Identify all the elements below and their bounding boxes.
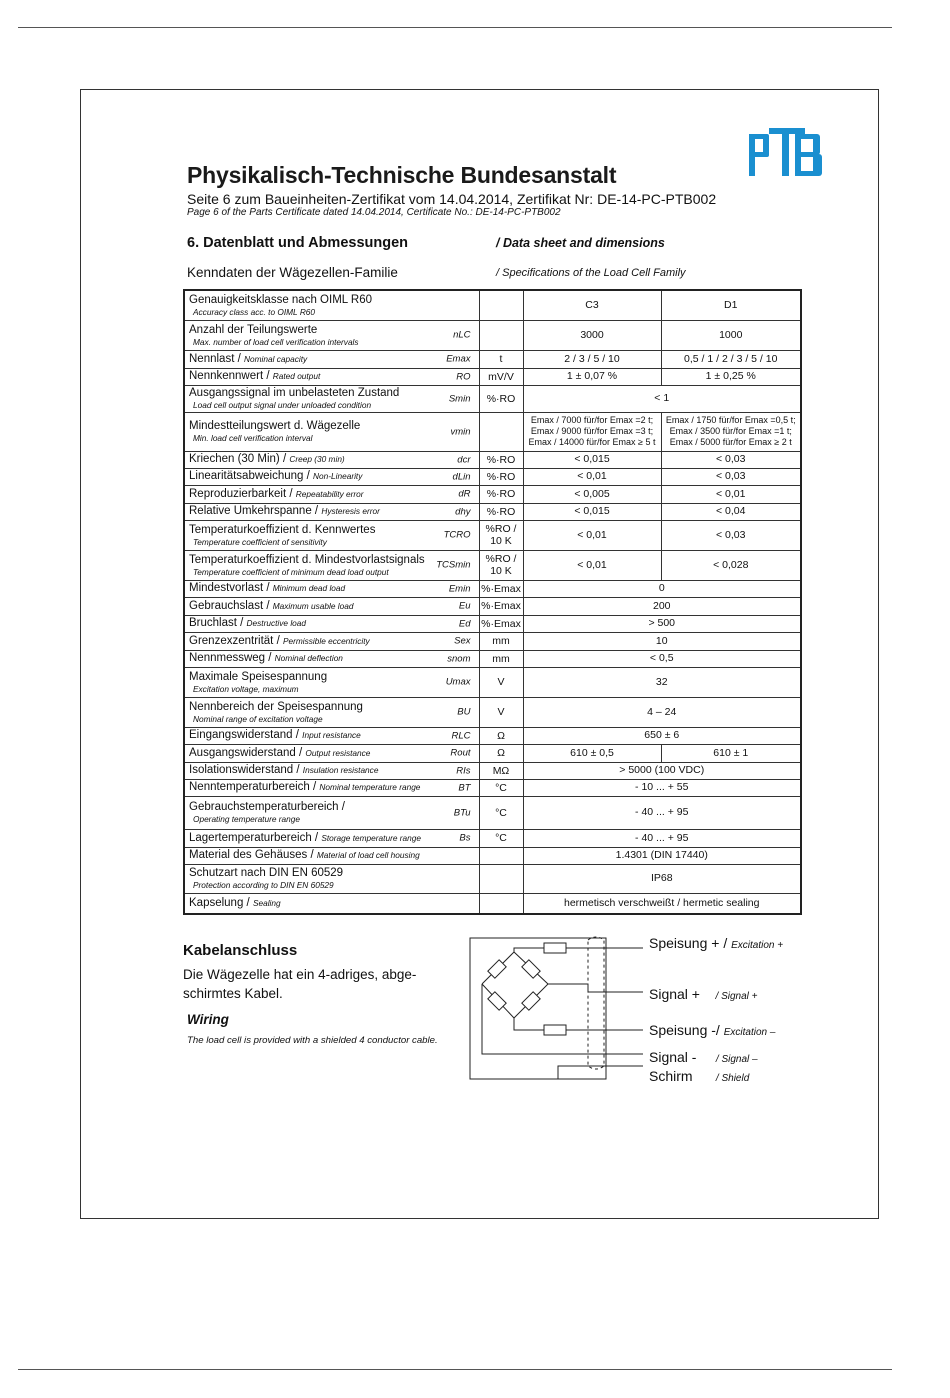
value-cell: - 40 ... + 95 [523,829,801,847]
bottom-rule [18,1369,892,1370]
unit-cell: t [479,350,523,368]
row-label [184,580,479,597]
unit-cell: Ω [479,727,523,744]
section-heading-de: 6. Datenblatt und Abmessungen [187,235,409,251]
row-label [184,762,479,779]
unit-cell [479,847,523,864]
value-d1: 1000 [661,320,801,350]
table-row [184,550,801,580]
value-cell: 0 [523,580,801,597]
value-d1: < 0,04 [661,503,801,520]
unit-cell [479,893,523,914]
label-de-text: Lagertemperaturbereich / [189,831,319,844]
table-row [184,580,801,597]
symbol: vmin [450,426,471,437]
wiring-heading-de: Kabelanschluss [183,942,298,959]
wiring-text-en: The load cell is provided with a shielded 4 conductor cable. [187,1035,438,1046]
value-line: Emax / 7000 für/for Emax =2 t; [530,415,654,425]
label-de [189,652,475,665]
value-cell: hermetisch verschweißt / hermetic sealing [523,893,801,914]
symbol: BU [457,706,471,718]
value-line: Emax / 14000 für/for Emax ≥ 5 t [528,437,656,447]
label-de-text: Grenzexzentrität / [189,634,280,647]
value-c3: C3 [523,290,661,320]
label-de-text: Eingangswiderstand / [189,729,299,741]
row-label [184,847,479,864]
table-row [184,350,801,368]
label-de-text: Relative Umkehrspanne / [189,505,319,517]
wire-label-de: Speisung + / [649,935,728,951]
unit-cell [479,864,523,893]
unit-cell: °C [479,779,523,796]
row-label [184,744,479,762]
symbol: Umax [445,676,471,688]
label-de [189,729,475,742]
table-row [184,485,801,503]
unit-cell: Ω [479,744,523,762]
wire-label-excitation-plus [649,935,783,951]
row-label [184,727,479,744]
wiring-bridge-diagram [468,930,643,1085]
value-c3: < 0,01 [523,550,661,580]
value-d1: < 0,03 [661,451,801,468]
unit-cell: %·Emax [479,580,523,597]
label-en: Temperature coefficient of minimum dead load output [193,566,389,577]
label-de-text: Ausgangssignal im unbelasteten Zustand [189,387,400,399]
unit-cell: mm [479,632,523,650]
table-row [184,368,801,385]
table-row [184,667,801,697]
label-de-text: Gebrauchstemperaturbereich / [189,801,345,813]
row-label [184,385,479,412]
table-row [184,520,801,550]
value-d1: < 0,03 [661,468,801,485]
label-en-inline: Nominal temperature range [319,782,421,792]
table-row [184,847,801,864]
table-row [184,385,801,412]
wire-label-excitation-minus [649,1022,775,1038]
label-de-text: Gebrauchslast / [189,599,270,612]
label-de [189,671,475,684]
unit-line: %RO / [485,523,517,535]
row-label [184,615,479,632]
label-en: Protection according to DIN EN 60529 [193,880,334,890]
unit-cell: mm [479,650,523,667]
symbol: BT [458,782,471,793]
value-c3: < 0,015 [523,451,661,468]
table-row [184,320,801,350]
label-en: Temperature coefficient of sensitivity [193,536,327,547]
table-row [184,632,801,650]
value-c3: 610 ± 0,5 [523,744,661,762]
label-de [189,832,475,845]
label-en: Accuracy class acc. to OIML R60 [193,306,316,317]
label-de-text: Reproduzierbarkeit / [189,487,293,500]
wire-label-shield [649,1068,749,1084]
unit-cell: %·Emax [479,597,523,615]
label-de [189,701,475,714]
label-en-inline: Destructive load [246,618,307,628]
value-c3: < 0,015 [523,503,661,520]
unit-cell: MΩ [479,762,523,779]
label-en-inline: Minimum dead load [272,583,346,593]
label-de [189,897,475,910]
row-label [184,779,479,796]
certificate-subtitle-en: Page 6 of the Parts Certificate dated 14.04.2014, Certificate No.: DE-14-PC-PTB002 [187,207,561,218]
label-en-inline: Sealing [252,897,281,908]
label-en-inline: Maximum usable load [272,600,354,611]
label-de [189,747,475,760]
wire-label-signal-plus [649,986,758,1002]
label-de-text: Material des Gehäuses / [189,849,314,861]
label-en-inline: Permissible eccentricity [282,635,370,646]
value-c3: < 0,01 [523,468,661,485]
value-cell: < 0,5 [523,650,801,667]
label-de-text: Anzahl der Teilungswerte [189,323,318,336]
wire-label-de: Signal - [649,1049,697,1065]
table-row [184,412,801,451]
row-label [184,451,479,468]
label-en: Max. number of load cell verification intervals [193,336,359,347]
row-label [184,893,479,914]
unit-cell: mV/V [479,368,523,385]
table-row [184,829,801,847]
unit-cell [479,550,523,580]
symbol: dhy [455,506,471,517]
symbol: RO [456,371,471,382]
value-cell: 650 ± 6 [523,727,801,744]
symbol: Rout [450,747,471,759]
unit-cell [479,290,523,320]
symbol: BTu [453,807,471,818]
top-rule [18,27,892,28]
certificate-subtitle: Seite 6 zum Baueinheiten-Zertifikat vom 14.04.2014, Zertifikat Nr: DE-14-PC-PTB002 [187,191,717,207]
symbol: Emin [448,583,471,594]
symbol: dcr [457,454,471,465]
unit-line: %RO / [485,553,517,565]
symbol: Sex [454,635,471,647]
unit-cell: %·RO [479,503,523,520]
label-de-text: Nennbereich der Speisespannung [189,700,363,713]
label-de-text: Ausgangswiderstand / [189,746,303,759]
table-row [184,893,801,914]
table-row [184,762,801,779]
section-heading-en: / Data sheet and dimensions [496,236,665,250]
unit-line: 10 K [490,565,512,577]
row-label [184,829,479,847]
unit-line: 10 K [490,535,512,547]
value-cell: < 1 [523,385,801,412]
row-label [184,368,479,385]
label-de [189,635,475,648]
row-label [184,468,479,485]
table-row [184,468,801,485]
label-en-inline: Repeatability error [295,488,364,499]
label-de-text: Isolationswiderstand / [189,764,300,776]
unit-cell: °C [479,829,523,847]
row-label [184,650,479,667]
symbol: Smin [448,393,471,404]
wire-label-en: / Shield [715,1073,750,1084]
row-label [184,412,479,451]
label-en-inline: Rated output [272,371,321,381]
value-line: Emax / 3500 für/for Emax =1 t; [669,426,792,436]
table-row [184,290,801,320]
table-row [184,796,801,829]
value-cell: - 10 ... + 55 [523,779,801,796]
label-de-text: Nennlast / [189,352,241,365]
symbol: nLC [453,329,471,341]
row-label [184,320,479,350]
unit-cell: °C [479,796,523,829]
value-cell: - 40 ... + 95 [523,796,801,829]
unit-cell: %·RO [479,385,523,412]
value-cell: > 500 [523,615,801,632]
label-en-inline: Storage temperature range [321,832,421,843]
value-c3: < 0,01 [523,520,661,550]
label-de [189,849,475,862]
spec-heading-en: / Specifications of the Load Cell Family [496,267,686,279]
label-de [189,600,475,613]
row-label [184,796,479,829]
label-en-inline: Output resistance [305,747,371,758]
value-line: Emax / 1750 für/for Emax =0,5 t; [665,415,796,425]
row-label [184,597,479,615]
wire-label-signal-minus [649,1049,758,1065]
label-de [189,488,475,501]
unit-cell [479,320,523,350]
label-de-text: Nennmessweg / [189,652,272,664]
unit-cell [479,520,523,550]
table-row [184,615,801,632]
unit-cell: V [479,667,523,697]
label-de [189,764,475,777]
value-d1: < 0,01 [661,485,801,503]
value-c3: < 0,005 [523,485,661,503]
label-de [189,867,475,880]
label-de [189,781,475,794]
label-en-inline: Nominal deflection [274,653,343,663]
row-label [184,667,479,697]
label-de-text: Kriechen (30 Min) / [189,453,287,465]
value-d1: 1 ± 0,25 % [661,368,801,385]
value-c3: 2 / 3 / 5 / 10 [523,350,661,368]
label-de [189,453,475,466]
wire-label-de: Schirm [649,1068,693,1084]
row-label [184,632,479,650]
wire-label-en: Excitation + [731,940,784,951]
symbol: Emax [446,353,471,365]
label-de-text: Mindestvorlast / [189,582,270,594]
symbol: RLC [451,730,471,741]
unit-cell: V [479,697,523,727]
label-en-inline: Hysteresis error [321,506,380,516]
label-de-text: Maximale Speisespannung [189,670,328,683]
value-d1: < 0,028 [661,550,801,580]
value-c3 [523,412,661,451]
label-de-text: Nennkennwert / [189,370,270,382]
value-d1 [661,412,801,451]
wire-label-en: / Signal + [715,991,758,1002]
label-en: Operating temperature range [193,814,301,824]
table-row [184,597,801,615]
unit-cell: %·RO [479,485,523,503]
table-row [184,744,801,762]
value-d1: 610 ± 1 [661,744,801,762]
label-de [189,324,475,337]
value-cell: 200 [523,597,801,615]
label-de-text: Mindestteilungswert d. Wägezelle [189,420,361,432]
row-label [184,864,479,893]
row-label [184,503,479,520]
label-de [189,524,475,537]
symbol: dR [458,488,471,500]
row-label [184,550,479,580]
wire-label-en: Excitation – [723,1027,776,1038]
table-row [184,650,801,667]
value-cell: 4 – 24 [523,697,801,727]
label-de-text: Schutzart nach DIN EN 60529 [189,867,344,879]
symbol: RIs [456,765,471,776]
ptb-logo [747,128,827,178]
table-row [184,864,801,893]
value-cell: IP68 [523,864,801,893]
value-c3: 1 ± 0,07 % [523,368,661,385]
label-de-text: Temperaturkoeffizient d. Kennwertes [189,523,376,536]
label-en-inline: Creep (30 min) [289,454,345,464]
table-row [184,503,801,520]
value-cell: 32 [523,667,801,697]
value-c3: 3000 [523,320,661,350]
label-de-text: Kapselung / [189,896,250,909]
row-label [184,697,479,727]
label-de [189,617,475,630]
label-en-inline: Material of load cell housing [316,850,420,860]
wire-label-en: / Signal – [715,1054,758,1065]
label-en-inline: Insulation resistance [302,765,379,775]
row-label [184,485,479,503]
label-de-text: Temperaturkoeffizient d. Mindestvorlastsignals [189,553,425,566]
symbol: dLin [452,471,471,482]
label-de-text: Bruchlast / [189,617,244,629]
label-de [189,470,475,483]
label-de [189,582,475,595]
symbol: TCRO [443,529,471,541]
symbol: Eu [458,600,471,612]
label-de [189,370,475,383]
symbol: snom [447,653,471,664]
data-sheet-table [183,289,802,915]
unit-cell: %·RO [479,451,523,468]
value-d1: D1 [661,290,801,320]
label-de [189,387,475,400]
unit-cell [479,412,523,451]
value-line: Emax / 9000 für/for Emax =3 t; [530,426,654,436]
value-cell: 1.4301 (DIN 17440) [523,847,801,864]
row-label [184,520,479,550]
table-row [184,697,801,727]
wiring-text-de: Die Wägezelle hat ein 4-adriges, abge-schirmtes Kabel. [183,967,417,1001]
spec-heading-de: Kenndaten der Wägezellen-Familie [187,265,398,280]
label-de [189,294,475,307]
table-row [184,727,801,744]
page-title: Physikalisch-Technische Bundesanstalt [187,162,617,188]
label-de-text: Nenntemperaturbereich / [189,781,317,793]
label-de [189,554,475,567]
wire-label-de: Signal + [649,986,700,1002]
value-d1: 0,5 / 1 / 2 / 3 / 5 / 10 [661,350,801,368]
symbol: Bs [459,832,471,844]
value-cell: > 5000 (100 VDC) [523,762,801,779]
table-row [184,451,801,468]
label-de [189,420,475,433]
label-en-inline: Non-Linearity [313,471,363,481]
table-row [184,779,801,796]
label-de [189,801,475,814]
label-de [189,505,475,518]
label-de [189,353,475,366]
wire-label-de: Speisung -/ [649,1022,720,1038]
row-label [184,290,479,320]
symbol: Ed [458,618,471,629]
label-en-inline: Input resistance [302,730,361,740]
value-d1: < 0,03 [661,520,801,550]
value-cell: 10 [523,632,801,650]
unit-cell: %·Emax [479,615,523,632]
label-en-inline: Nominal capacity [243,353,308,364]
symbol: TCSmin [436,559,471,571]
label-de-text: Linearitätsabweichung / [189,470,310,482]
unit-cell: %·RO [479,468,523,485]
label-en: Nominal range of excitation voltage [193,713,323,724]
label-en: Load cell output signal under unloaded condition [193,400,372,410]
label-en: Min. load cell verification interval [193,433,313,443]
label-en: Excitation voltage, maximum [193,683,299,694]
value-line: Emax / 5000 für/for Emax ≥ 2 t [669,437,792,447]
wiring-heading-en: Wiring [187,1012,229,1027]
label-de-text: Genauigkeitsklasse nach OIML R60 [189,293,373,306]
row-label [184,350,479,368]
